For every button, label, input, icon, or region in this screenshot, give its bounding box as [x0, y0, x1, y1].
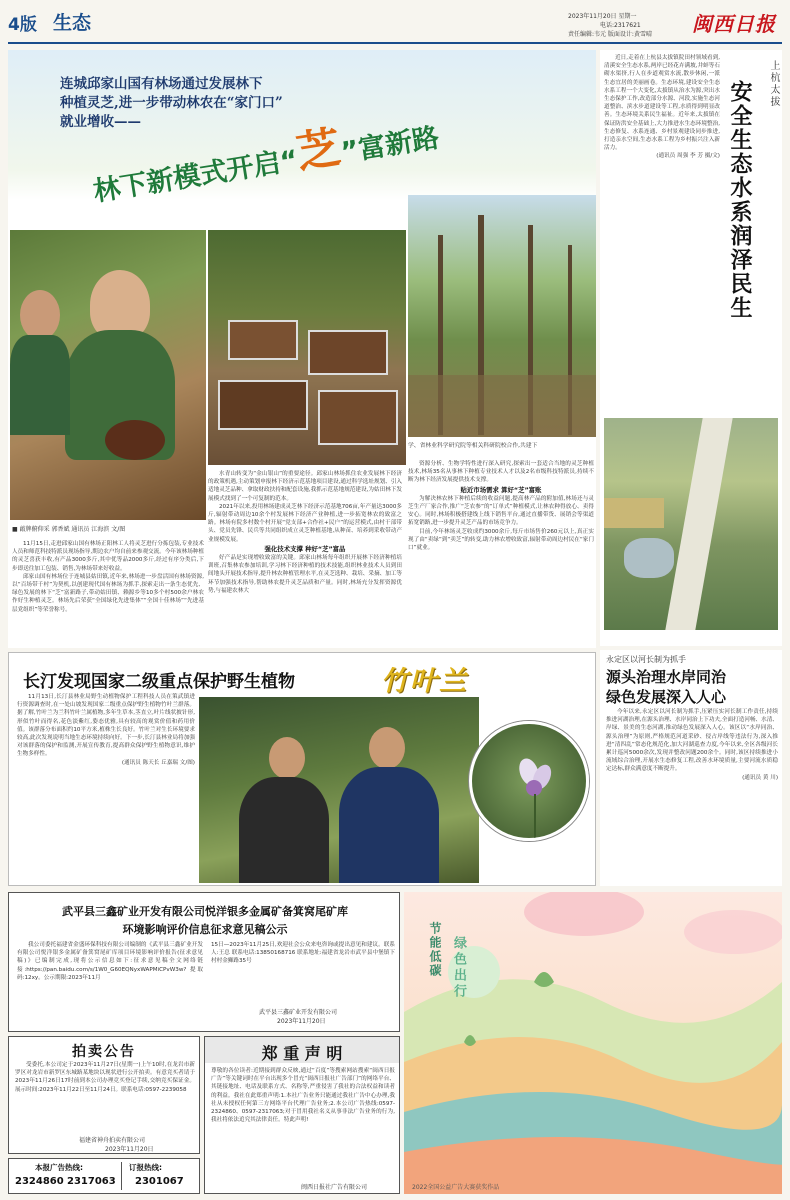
lead-intro-2: 种植灵芝,进一步带动林农在“家门口” — [60, 95, 283, 111]
lead-body-col1 — [12, 540, 204, 646]
right-mid-title-2: 绿色发展深入人心 — [606, 688, 727, 706]
poster-text-left: 节能低碳 — [428, 922, 442, 978]
wildlife-title: 长汀发现国家二级重点保护野生植物 — [23, 672, 295, 692]
right-mid-byline: (通讯员 黄 川) — [742, 774, 778, 781]
photo-orchid-closeup — [469, 721, 589, 841]
edition-number: 4版 — [8, 15, 37, 35]
header-editors: 责任编辑:韦元 版面设计:黄雪晴 — [568, 31, 652, 38]
photo-lingzhi-harvest — [10, 230, 206, 520]
photo-orchid-discovery — [199, 697, 479, 883]
ad-hotline-1: 2324860 — [15, 1176, 64, 1187]
footer-hotlines — [8, 1158, 200, 1194]
auction-signature: 福建省神舟拍卖有限公司 — [79, 1137, 146, 1144]
lead-caption-left: ■ 敲牌俯仰采 郭香斌 通讯员 江海滨 文/图 — [12, 526, 126, 533]
right-mid-article — [600, 650, 782, 886]
notice-body-left: 我公司委托福建省金盛环保科技有限公司编制的《武平县三鑫矿业开发有限公司悦洋银多金属矿备箕窝尾矿库项目环境影响评价报告(征求意见稿)》已编制完成,现将公示信息如下:征求意见稿全文网络链接:https://pan.baidu.com/s/1W0_G60EQNyxWAPMiCPvW3w? 提取码:12xy。公示期限:2023年11月 — [17, 942, 203, 981]
wildlife-name-art: 竹叶兰 — [381, 666, 468, 697]
footer-divider — [121, 1162, 122, 1190]
header-rule — [8, 42, 782, 44]
solemn-statement — [204, 1036, 400, 1194]
right-top-kicker: 上杭太拔 — [768, 60, 779, 108]
photo-forest — [408, 195, 596, 437]
green-travel-poster — [404, 892, 782, 1194]
right-top-title: 安全生态水系润泽民生 — [727, 80, 753, 320]
lead-subhead-3: 贴近市场需求 算好“芝”富账 — [460, 485, 542, 494]
wildlife-byline: (通讯员 陈天长 丘嘉瑞 文/图) — [121, 759, 195, 766]
eia-notice — [8, 892, 400, 1032]
page-header — [8, 8, 782, 42]
photo-river — [604, 418, 778, 630]
auction-title: 拍卖公告 — [72, 1044, 136, 1060]
wildlife-body — [17, 693, 195, 883]
lead-para-2: 邱家山国有林场位于连城县姑田镇,近年来,林场进一步盘活国有林场资源,以“百场带千村”为契机,以创建现代国有林场为抓手,探索走出一条生态优先、绿色发展的林下“芝”富新路子,带动姑田镇、赖源乡等10多个村500余户林农作好生种植灵芝。林场先后荣获“全国绿化先进集体”“全国十佳林场”“先进基层党组织”等荣誉称号。 — [12, 573, 204, 613]
lead-intro-1: 连城邱家山国有林场通过发展林下 — [60, 76, 263, 92]
notice-title-2: 环境影响评价信息征求意见稿公示 — [122, 923, 288, 936]
notice-body-right: 15日—2023年11月25日,欢迎社会公众来电咨询或提出意见和建议。联系人:王总 联系电话:13850168716 联系地址:福建省龙岩市武平县中堡镇下村村金狮路35号 — [211, 942, 395, 965]
right-top-body — [604, 54, 720, 414]
header-phone: 电话:2317621 — [600, 22, 641, 29]
subscribe-hotline: 2301067 — [135, 1176, 184, 1187]
lead-story — [8, 50, 596, 648]
right-mid-body — [606, 708, 778, 884]
lead-caption-right: 学、省林业科学研究院等相关科研院校合作,共建下 — [408, 443, 538, 449]
photo-lingzhi-baskets — [208, 230, 406, 465]
right-top-body-text: 近日,走着在上杭县太拔镇院田村领域看到,清溪安全生态水系,两岸已经花卉满坡,井蚌等石砌水渠挤,行人在步道观赏水流,散步休闲,一派生态宜居的美丽画卷。生态环境,建设安全生态水系工程一个大变化,太拔镇从治水为源,突出水生态保护工作,改造部分水源、河段,实施生态河道整治、滨水步道建设等工程,水质得到明显改善。生态环境关系民生福祉。近年来,太拔镇在保证防洪安全基础上,大力推进水生态环境整治,生态修复、水系连通、乡村景观建设同步推进,打造亲水空间,生态水系工程为乡村振兴注入新活力。 — [604, 55, 720, 152]
lead-title-part1: 林下新模式开启“ — [91, 144, 301, 208]
lead-para-8: 为解决林农林下种植后续的收益问题,提高林产品的附加值,林场还与灵芝生产厂家合作,推广“芝农参”的“订单式”种植模式,让林农种得放心、卖得安心。同时,林场积极搭建线上线下销售平台,通过直播带货、展销会等渠道拓宽销路,进一步提升灵芝产品的市场竞争力。 — [408, 495, 594, 527]
statement-title: 郑 重 声 明 — [261, 1044, 343, 1063]
lead-para-5: 2021年以来,投用林场建成灵芝林下经济示范基地706亩,年产量达3000多斤,辐射带动周边10余个村发展林下经济产业种植,进一步拓宽林农的致富之路。林场有院多村数个村开展“党支部+合作社+民户”的运营模式,由村干部带头、党员先锋、民兵等共同组织成立灵芝种植基地,从种苗、培养到采收带动产业规模发展。 — [208, 503, 402, 543]
auction-date: 2023年11月20日 — [105, 1146, 154, 1153]
lead-subhead-2: 强化技术支撑 种好“芝”富品 — [264, 544, 346, 553]
notice-date: 2023年11月20日 — [277, 1018, 326, 1025]
poster-caption: 2022全国公益广告大赛获奖作品 — [412, 1184, 500, 1191]
statement-signature: 闽西日报社广告有限公司 — [301, 1184, 368, 1191]
subscribe-hotline-label: 订报热线: — [129, 1163, 162, 1172]
lead-para-1: 11月15日,走进邱家山国有林场正阳林工人将灵芝进行分拣包装,专业技术人员和师范科技特派员现场指导,期边农户均自前来参观交流。今年该林场种植的灵芝喜获丰收,有产品3000多斤,其中优等品2000多斤,经过有序分类后,下步即送往加工包装、销售,为林场带来好收益。 — [12, 541, 204, 572]
right-top-article — [600, 50, 782, 646]
auction-body: 受委托,本公司定于2023年11月27日(星期一)上午10时,在龙岩市新罗区对龙岩市新罗区东城路某地块以现状进行公开拍卖。有意竞买者请于2023年11月26日17时前到本公司办理竞买登记手续,交纳竞买保证金。展示时间:2023年11月22日至11月24日。联系电话:0597-2239058 — [15, 1062, 195, 1093]
statement-body: 尊敬的各位读者:近期接到群众反映,通过“百度”等搜索网站搜索“闽西日报广告”等关键词时在平台出现多个冒充“闽西日报社广告部门”的网络平台、其链接地址、电话及联系方式、名称等,严重侵害了我社的合法权益和读者的利益。我社在此郑重声明:1.本社广告业务只能通过我社广告中心办理,我社从未授权任何第三方网络平台代理广告业务;2.本公司广告热线:0597-2324860、0597-2317063;对于冒用我社名义从事非法广告业务的行为,我社将依法追究其法律责任。特此声明! — [211, 1068, 395, 1124]
ad-hotline-2: 2317063 — [67, 1176, 116, 1187]
right-mid-title-1: 源头治理水岸同治 — [606, 668, 727, 686]
wildlife-article — [8, 652, 596, 886]
right-mid-kicker: 永定区以河长制为抓手 — [606, 655, 686, 664]
lead-body-col2 — [208, 470, 402, 646]
masthead-logo: 闽西日报 — [692, 12, 776, 36]
wildlife-body-text: 11月13日,长汀县林业局野生动植物保护工程科技人员在策武镇进行资源调查时,在一处山坡发现国家二级重点保护野生植物竹叶兰群落。据了解,竹叶兰为兰科竹叶兰属植物,多年生草本,茎直立,叶片线状披针形,形似竹叶而得名,花色淡紫红,姿态优雅,具有较高的观赏价值和药用价值。该群落分布面积约10平方米,植株生长良好。竹叶兰对生长环境要求较高,此次发现说明当地生态环境持续向好。下一步,长汀县林业局将加强对该群落的保护和监测,开展宣传教育,提高群众保护野生植物意识,维护生物多样性。 — [17, 694, 195, 758]
header-date: 2023年11月20日 星期一 — [568, 13, 637, 20]
section-title: 生态 — [53, 12, 92, 34]
lead-para-4: 水青山转变为“金山银山”的重要途径。邱家山林场抓住农业发展林下经济的政策机遇,主动策划申报林下经济示范基地项目建设,通过科学选址规划、引入适地灵芝品种、拿取财政扶持和配套设施,我抓示范基地规范建设,为姑田林下发展模式找到了一个可复制的范本。 — [208, 471, 402, 502]
lead-title-highlight: 芝 — [292, 122, 345, 180]
lead-title-part2: ”富新路 — [338, 122, 442, 169]
lead-para-7: 资源分析、生物学特性进行深入研究,探索出一套适合当地的灵芝种植技术,林场35名从事林下种植专业技术人才以及2名市级科技特派员,持续不断为林下经济发展提供技术支撑。 — [408, 461, 594, 484]
lead-para-9: 目前,今年林场灵芝收成约3000余斤,每斤市场售价260元以上,真正实现了由“卖绿”到“卖芝”的转变,助力林农增收致富,辐射带动周边村民在“家门口”就业。 — [408, 528, 594, 552]
notice-title-1: 武平县三鑫矿业开发有限公司悦洋银多金属矿备箕窝尾矿库 — [62, 905, 348, 918]
right-top-byline: (通讯员 周强 李 芳 摄/文) — [656, 153, 720, 160]
lead-body-col3 — [408, 460, 594, 646]
auction-notice — [8, 1036, 200, 1154]
ad-hotline-label: 本报广告热线: — [35, 1163, 83, 1172]
poster-text-right: 绿色出行 — [451, 936, 466, 1000]
right-mid-body-text: 今年以来,永定区以河长制为抓手,压紧压实河长制工作责任,持续推进河湖治理,在源头治理、水岸同治上下功夫,全面打造河畅、水清、岸绿、景美的生态河湖,推动绿色发展深入人心。该区以“水岸同治、源头治理”为原则,严格规范河道采砂、侵占岸线等违法行为,深入推进“清四乱”常态化规范化,加大河湖巡查力度,今年以来,全区各级河长累计巡河5000余次,发现并整改问题200余个。同时,该区持续推进小流域综合治理,开展水生态修复工程,改善水环境质量,主要河流水质稳定达标,群众满意度不断提升。 — [606, 709, 778, 773]
lead-intro-3: 就业增收—— — [60, 114, 141, 130]
notice-signature: 武平县三鑫矿业开发有限公司 — [259, 1009, 338, 1016]
lead-para-6: 好产品是实现增收致富的关键。邱家山林场每年组织开展林下经济种植培训班,召集林农参加培训,学习林下经济种植的技术技能,组织林业技术人员到田间地头开展技术指导,提升林农种植管理水平,在灵芝选种、栽培、采摘、加工等环节加强技术指导,帮助林农提升灵芝品质和产量。同时,林场充分发挥资源优势,与福建农林大 — [208, 555, 402, 594]
